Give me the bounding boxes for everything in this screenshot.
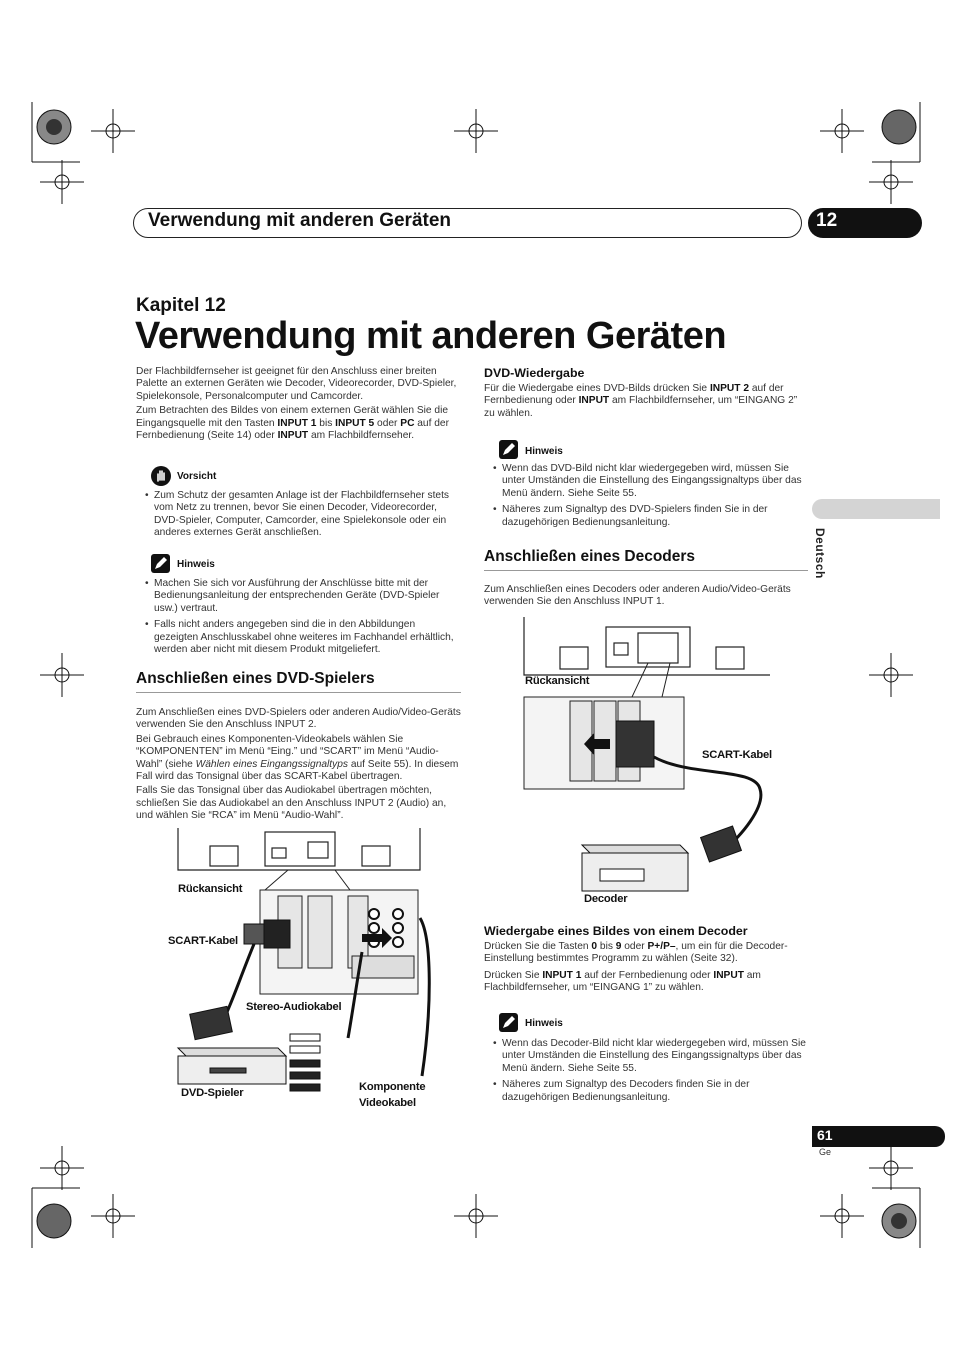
intro-paragraph-1: Der Flachbildfernseher ist geeignet für den Anschluss einer breiten Palette an externen Geräten wie Decoder, Videorecorder, DVD-Spieler, Spielekonsole, Personalcomputer und Camcorder. xyxy=(136,366,457,402)
diagram-label-scart-cable: SCART-Kabel xyxy=(702,749,772,761)
section-heading-dvd: Anschließen eines DVD-Spielers xyxy=(136,670,375,687)
caution-label: Vorsicht xyxy=(177,471,217,482)
diagram-label-dvd-player: DVD-Spieler xyxy=(181,1087,244,1099)
page-title: Verwendung mit anderen Geräten xyxy=(135,315,727,357)
list-item: • Wenn das DVD-Bild nicht klar wiedergegeben wird, müssen Sie unter Umständen die Einstellung des Eingangssignaltyps über das Menü ändern. Siehe Seite 55. xyxy=(493,463,809,500)
dvd-connection-diagram xyxy=(170,828,460,1118)
header-title: Verwendung mit anderen Geräten xyxy=(148,210,452,231)
caution-hand-icon xyxy=(151,466,171,486)
scart-connector-tv xyxy=(616,721,654,767)
dvd-player-device xyxy=(178,1048,286,1084)
diagram-label-rear-view: Rückansicht xyxy=(525,675,590,687)
dvd-playback-heading: DVD-Wiedergabe xyxy=(484,366,585,380)
note-pencil-icon xyxy=(499,440,518,459)
component-plugs xyxy=(290,1034,320,1091)
diagram-label-stereo-audio-cable: Stereo-Audiokabel xyxy=(246,1001,342,1013)
dvd-paragraph-1: Zum Anschließen eines DVD-Spielers oder anderen Audio/Video-Geräts verwenden Sie den Anschluss INPUT 2. xyxy=(136,707,461,731)
chapter-label: Kapitel 12 xyxy=(136,295,226,316)
section-heading-decoder: Anschließen eines Decoders xyxy=(484,548,696,565)
scart-connector-tv xyxy=(244,920,290,948)
dvd-paragraph-3: Falls Sie das Tonsignal über das Audiokabel übertragen möchten, schließen Sie das Audiokabel an den Anschluss INPUT 2 (Audio) an, und wählen Sie “RCA” im Menü “Audio-Wahl”. xyxy=(136,785,447,822)
diagram-label-component-1: Komponente xyxy=(359,1081,426,1093)
diagram-label-decoder: Decoder xyxy=(584,893,628,905)
scart-connector-decoder xyxy=(701,826,742,862)
note-list xyxy=(493,463,809,529)
section-divider xyxy=(136,692,461,693)
note-pencil-icon xyxy=(499,1013,518,1032)
caution-list xyxy=(145,490,461,540)
chapter-number: 12 xyxy=(816,210,838,231)
intro-paragraph-2: Zum Betrachten des Bildes von einem externen Gerät wählen Sie die Eingangsquelle mit den Tasten INPUT 1 bis INPUT 5 oder PC auf der Fernbedienung (Seite 14) oder INPUT am Flachbildfernseher. xyxy=(136,405,449,442)
list-item: • Falls nicht anders angegeben sind die in den Abbildungen gezeigten Anschlusskabel ohne weiteres im Fachhandel erhältlich, werden aber nicht mit diesem Produkt mitgeliefert. xyxy=(145,619,461,656)
section-divider xyxy=(484,570,808,571)
list-item: • Näheres zum Signaltyp des Decoders finden Sie in der dazugehörigen Bedienungsanleitung. xyxy=(493,1079,811,1104)
decoder-playback-paragraph-1: Drücken Sie die Tasten 0 bis 9 oder P+/P–, um ein für die Decoder-Einstellung bestimmtes Programm zu wählen (Seite 32). xyxy=(484,941,788,965)
note-pencil-icon xyxy=(151,554,170,573)
note-list xyxy=(145,578,461,656)
diagram-label-scart-cable: SCART-Kabel xyxy=(168,935,238,947)
page-number: 61 xyxy=(817,1127,833,1143)
dvd-section-text xyxy=(136,707,464,823)
tv-rear-panel xyxy=(524,617,770,675)
decoder-playback-text xyxy=(484,941,812,995)
dvd-playback-text: Für die Wiedergabe eines DVD-Bilds drücken Sie INPUT 2 auf der Fernbedienung oder INPUT am Flachbildfernseher, um “EINGANG 2” zu wählen. xyxy=(484,383,798,419)
language-code: Ge xyxy=(819,1147,832,1157)
list-item: • Zum Schutz der gesamten Anlage ist der Flachbildfernseher stets vom Netz zu trennen, bevor Sie einen Decoder, Videorecorder, DVD-Spieler, Computer, Camcorder, eine Spielekonsole oder ein anderes externes Gerät anschließen. xyxy=(145,490,461,540)
intro-text xyxy=(136,366,462,442)
diagram-label-component-2: Videokabel xyxy=(359,1097,416,1109)
decoder-section-text: Zum Anschließen eines Decoders oder anderen Audio/Video-Geräts verwenden Sie den Anschluss INPUT 1. xyxy=(484,584,791,608)
language-tab xyxy=(812,499,940,519)
list-item: • Machen Sie sich vor Ausführung der Anschlüsse bitte mit der Bedienungsanleitung der entsprechenden Geräte (DVD-Spieler usw.) vertraut. xyxy=(145,578,461,615)
language-label: Deutsch xyxy=(813,528,827,579)
note-label: Hinweis xyxy=(177,559,215,570)
note-label: Hinweis xyxy=(525,1018,563,1029)
note-label: Hinweis xyxy=(525,446,563,457)
decoder-playback-heading: Wiedergabe eines Bildes von einem Decoder xyxy=(484,924,748,938)
note-list xyxy=(493,1038,811,1104)
decoder-playback-paragraph-2: Drücken Sie INPUT 1 auf der Fernbedienung oder INPUT am Flachbildfernseher, um “EINGANG 1” zu wählen. xyxy=(484,969,761,994)
decoder-device xyxy=(582,845,688,891)
diagram-label-rear-view: Rückansicht xyxy=(178,883,243,895)
dvd-paragraph-2: Bei Gebrauch eines Komponenten-Videokabels wählen Sie “KOMPONENTEN” im Menü “Eing.” und “SCART” im Menü “Audio-Wahl” (siehe Wählen eines Eingangssignaltyps auf Seite 55). In diesem Fall wird das Tonsignal über das SCART-Kabel übertragen. xyxy=(136,733,459,783)
list-item: • Wenn das Decoder-Bild nicht klar wiedergegeben wird, müssen Sie unter Umständen die Einstellung des Eingangssignaltyps über das Menü ändern. Siehe Seite 55. xyxy=(493,1038,811,1075)
list-item: • Näheres zum Signaltyp des DVD-Spielers finden Sie in der dazugehörigen Bedienungsanleitung. xyxy=(493,504,809,529)
scart-connector-player xyxy=(190,1006,233,1039)
tv-rear-panel xyxy=(178,828,420,870)
